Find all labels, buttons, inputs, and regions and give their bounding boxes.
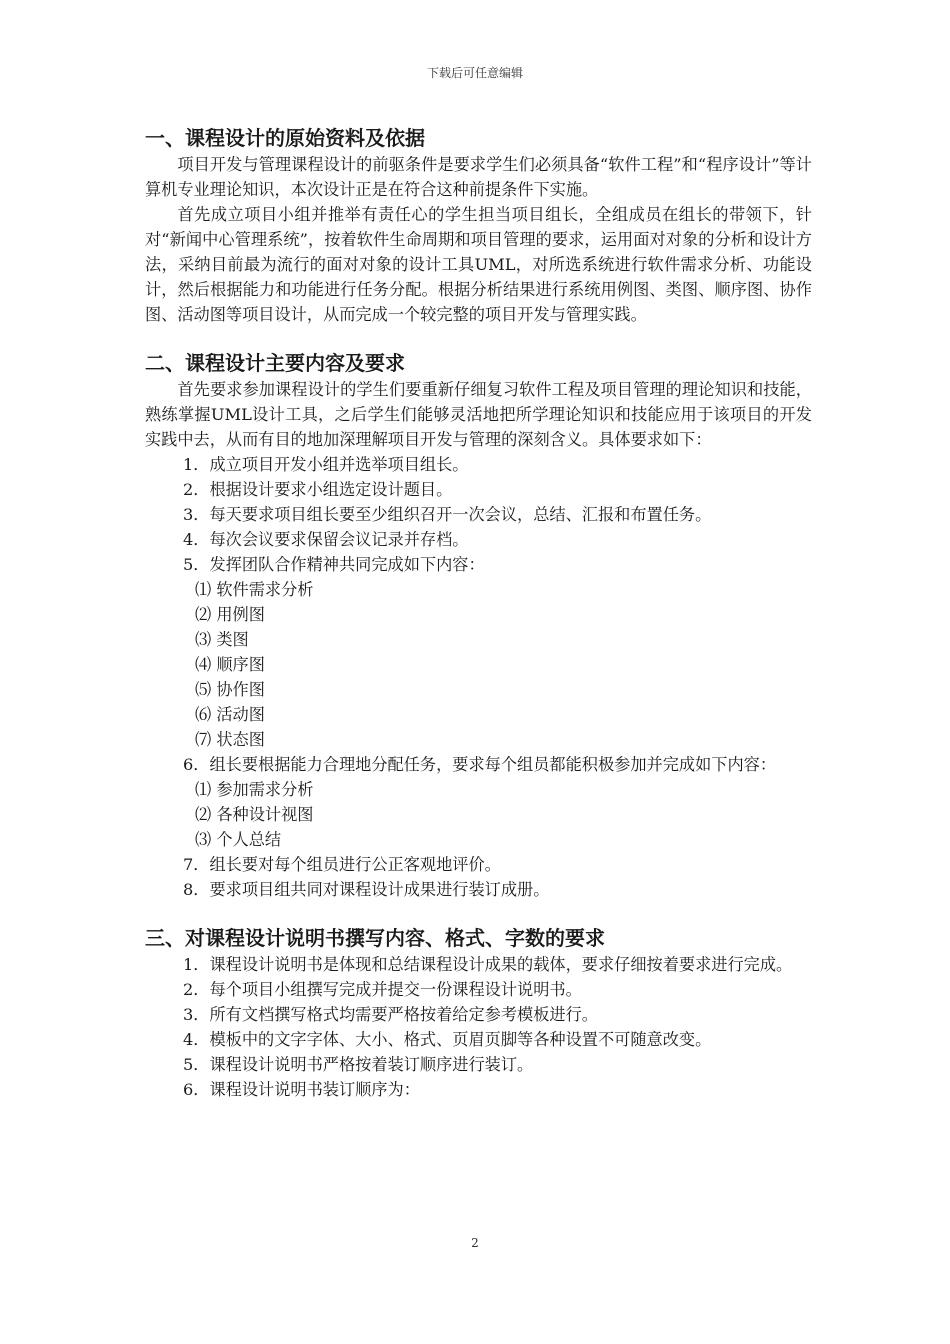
list-item: 1．课程设计说明书是体现和总结课程设计成果的载体，要求仔细按着要求进行完成。: [183, 955, 793, 974]
section-2-paragraph-1: 首先要求参加课程设计的学生们要重新仔细复习软件工程及项目管理的理论知识和技能，熟练掌握UML设计工具，之后学生们能够灵活地把所学理论知识和技能应用于该项目的开发实践中去，从而有目的地加深理解项目开发与管理的深刻含义。具体要求如下：: [145, 380, 812, 449]
page-number: 2: [471, 1236, 479, 1250]
list-item: 4．每次会议要求保留会议记录并存档。: [183, 530, 469, 549]
section-1-heading: 一、课程设计的原始资料及依据: [145, 126, 425, 150]
document-body: [145, 124, 812, 1102]
list-item: 7．组长要对每个组员进行公正客观地评价。: [183, 855, 501, 874]
sub-list-item: ⑶ 个人总结: [195, 830, 282, 849]
section-2-heading: 二、课程设计主要内容及要求: [145, 351, 405, 375]
list-item: 5．课程设计说明书严格按着装订顺序进行装订。: [183, 1055, 534, 1074]
list-item: 2．根据设计要求小组选定设计题目。: [183, 480, 453, 499]
sub-list-item: ⑸ 协作图: [195, 680, 265, 699]
sub-list-item: ⑶ 类图: [195, 630, 249, 649]
section-1-paragraph-1: 项目开发与管理课程设计的前驱条件是要求学生们必须具备“软件工程”和“程序设计”等计算机专业理论知识，本次设计正是在符合这种前提条件下实施。: [145, 155, 812, 199]
sub-list-item: ⑴ 软件需求分析: [195, 580, 314, 599]
section-1-paragraph-2: 首先成立项目小组并推举有责任心的学生担当项目组长，全组成员在组长的带领下，针对“新闻中心管理系统”，按着软件生命周期和项目管理的要求，运用面对对象的分析和设计方法，采纳目前最为流行的面对对象的设计工具UML，对所选系统进行软件需求分析、功能设计，然后根据能力和功能进行任务分配。根据分析结果进行系统用例图、类图、顺序图、协作图、活动图等项目设计，从而完成一个较完整的项目开发与管理实践。: [145, 205, 812, 324]
section-3-heading: 三、对课程设计说明书撰写内容、格式、字数的要求: [145, 926, 605, 950]
sub-list-item: ⑺ 状态图: [195, 730, 265, 749]
sub-list-item: ⑷ 顺序图: [195, 655, 265, 674]
list-item: 3．所有文档撰写格式均需要严格按着给定参考模板进行。: [183, 1005, 598, 1024]
list-item: 2．每个项目小组撰写完成并提交一份课程设计说明书。: [183, 980, 582, 999]
list-item: 6．课程设计说明书装订顺序为：: [183, 1080, 420, 1099]
page-header: 下载后可任意编辑: [426, 66, 523, 80]
sub-list-item: ⑵ 用例图: [195, 605, 265, 624]
list-item: 3．每天要求项目组长要至少组织召开一次会议，总结、汇报和布置任务。: [183, 505, 712, 524]
list-item: 5．发挥团队合作精神共同完成如下内容：: [183, 555, 485, 574]
sub-list-item: ⑵ 各种设计视图: [195, 805, 314, 824]
list-item: 1．成立项目开发小组并选举项目组长。: [183, 455, 469, 474]
list-item: 4．模板中的文字字体、大小、格式、页眉页脚等各种设置不可随意改变。: [183, 1030, 712, 1049]
list-item: 8．要求项目组共同对课程设计成果进行装订成册。: [183, 880, 550, 899]
sub-list-item: ⑹ 活动图: [195, 705, 265, 724]
sub-list-item: ⑴ 参加需求分析: [195, 780, 314, 799]
list-item: 6．组长要根据能力合理地分配任务，要求每个组员都能积极参加并完成如下内容：: [183, 755, 777, 774]
